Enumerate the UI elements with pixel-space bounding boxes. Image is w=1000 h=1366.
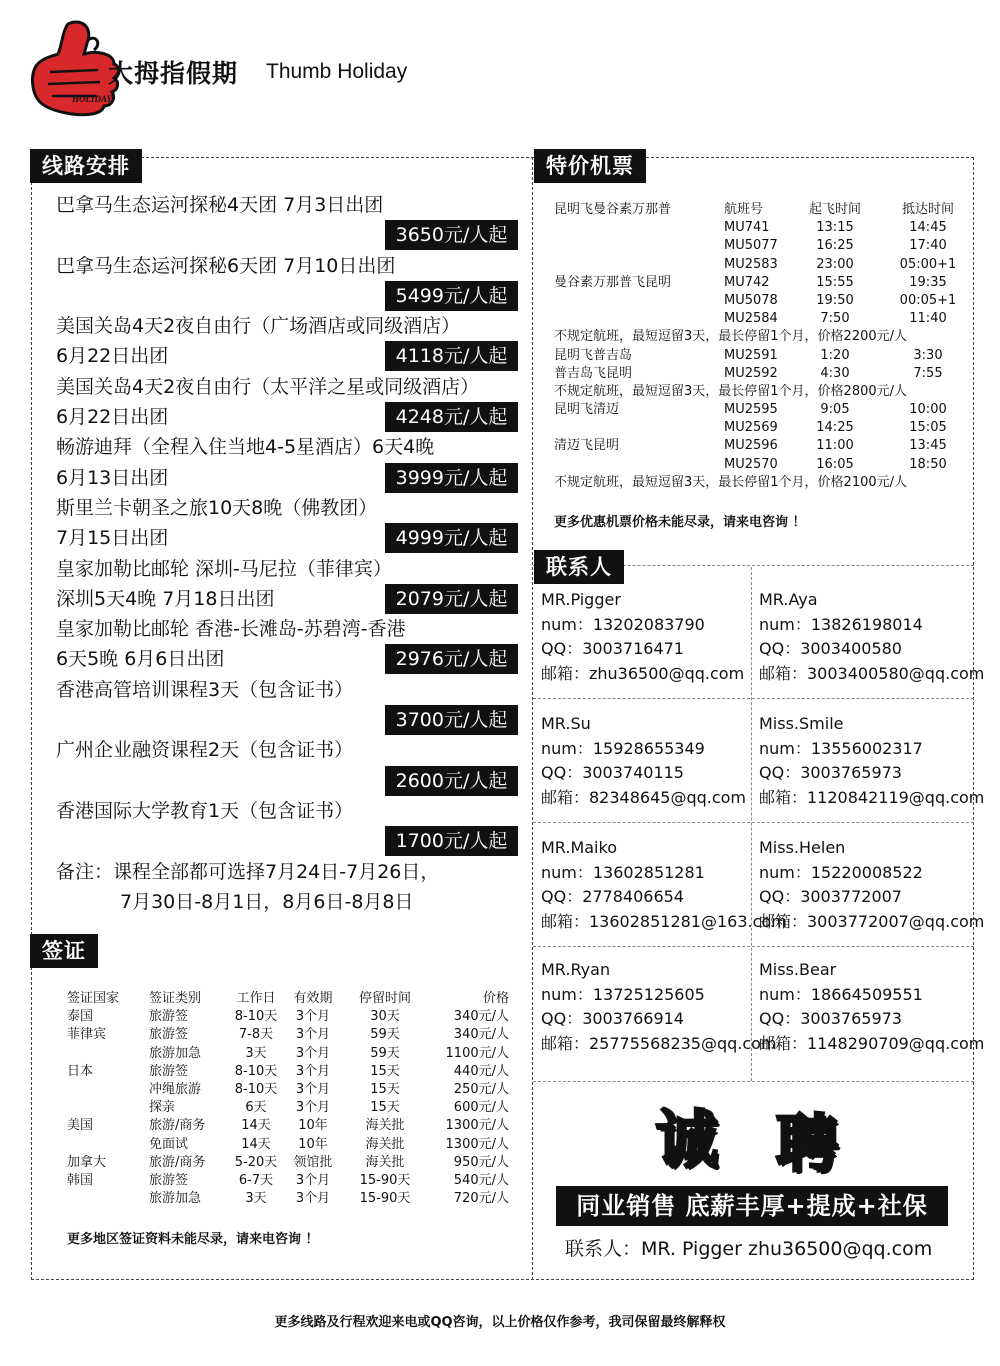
visa-cell: 3个月 [295,1081,331,1097]
flight-note: 不规定航班，最短逗留3天，最长停留1个月，价格2100元/人 [554,474,908,490]
visa-cell: 海关批 [365,1136,405,1152]
contact-name: MR.Su [541,714,591,733]
visa-cell: 美国 [67,1118,94,1134]
flight-arrival: 18:50 [909,456,947,472]
flight-arrival: 11:40 [909,311,947,327]
visa-cell: 3个月 [295,1009,331,1025]
logo-text: HOLIDAY [72,94,113,104]
flight-number: MU2570 [724,456,778,472]
contact-email: 邮箱：3003772007@qq.com [759,911,985,931]
visa-row [67,1063,517,1081]
route-text: 皇家加勒比邮轮 香港-长滩岛-苏碧湾-香港 [56,618,406,641]
route-line [56,372,518,402]
visa-cell: 8-10天 [234,1009,278,1025]
flight-arrival: 05:00+1 [899,256,957,272]
visa-cell: 59天 [370,1045,400,1061]
visa-cell: 15-90天 [359,1191,411,1207]
flight-arrival: 00:05+1 [899,292,957,308]
flight-row [554,310,964,328]
flight-note: 不规定航班，最短逗留3天，最长停留1个月，价格2800元/人 [554,383,908,399]
visa-cell: 3个月 [295,1045,331,1061]
visa-cell: 3天 [245,1191,267,1207]
contact-qq: QQ：3003772007 [759,887,902,907]
route-text: 皇家加勒比邮轮 深圳-马尼拉（菲律宾） [56,557,392,580]
visa-cell: 540元/人 [453,1172,509,1188]
visa-table [67,990,517,1208]
visa-row [67,1026,517,1044]
route-line [56,341,518,371]
route-line [56,735,518,765]
flight-number: MU2584 [724,311,778,327]
contact-num: num：18664509551 [759,984,923,1004]
visa-cell: 加拿大 [67,1154,107,1170]
visa-cell: 菲律宾 [67,1027,107,1043]
visa-cell: 250元/人 [453,1081,509,1097]
route-text: 巴拿马生态运河探秘6天团 7月10日出团 [56,254,396,277]
contact-num: num：15220008522 [759,862,923,882]
contact-name: Miss.Smile [759,714,844,733]
flight-departure: 19:50 [816,292,854,308]
visa-row [67,1117,517,1135]
contact-num: num：13602851281 [541,862,705,882]
contact-email: 邮箱：13602851281@163.com [541,911,787,931]
visa-header-cell: 签证类别 [149,991,202,1006]
contact-card [759,588,985,686]
visa-section-label: 签证 [30,934,98,968]
flight-number: MU2596 [724,438,778,454]
visa-cell: 3个月 [295,1027,331,1043]
flight-row [554,419,964,437]
visa-cell: 7-8天 [238,1027,274,1043]
visa-row [67,1099,517,1117]
contact-email: 邮箱：zhu36500@qq.com [541,663,745,683]
contact-name: MR.Maiko [541,838,617,857]
visa-cell: 旅游签 [149,1027,189,1043]
route-line [56,796,518,826]
route-line [56,644,518,674]
visa-cell: 10年 [298,1118,328,1134]
contact-qq: QQ：3003400580 [759,639,902,659]
price-tag: 4999元/人起 [385,523,518,553]
contacts-row-divider [533,946,974,947]
contact-email: 邮箱：1120842119@qq.com [759,787,985,807]
visa-cell: 海关批 [365,1154,405,1170]
flight-arrival: 15:05 [909,420,947,436]
flights-header-row [554,201,964,219]
visa-cell: 8-10天 [234,1063,278,1079]
visa-cell: 14天 [241,1136,271,1152]
visa-cell: 旅游签 [149,1063,189,1079]
route-text: 巴拿马生态运河探秘4天团 7月3日出团 [56,194,384,216]
header [28,20,528,130]
flight-note: 不规定航班，最短逗留3天，最长停留1个月，价格2200元/人 [554,329,908,345]
visa-header-cell: 停留时间 [358,991,411,1006]
visa-cell: 340元/人 [453,1027,509,1043]
route-text: 香港高管培训课程3天（包含证书） [56,678,354,701]
flight-departure: 7:50 [820,311,850,327]
flight-route: 昆明飞清迈 [554,402,620,418]
flight-row [554,274,964,292]
flight-row [554,456,964,474]
flight-number: MU5077 [724,238,778,254]
route-text: 畅游迪拜（全程入住当地4-5星酒店）6天4晚 [56,436,435,459]
flight-arrival: 14:45 [909,220,947,236]
contact-email: 邮箱：82348645@qq.com [541,787,747,807]
route-line [56,584,518,614]
route-line [56,432,518,462]
price-tag: 3650元/人起 [385,220,518,250]
flight-number: MU2583 [724,256,778,272]
price-tag: 2600元/人起 [385,766,518,796]
flight-route: 清迈飞昆明 [554,438,620,454]
route-text: 斯里兰卡朝圣之旅10天8晚（佛教团） [56,496,378,519]
flight-arrival: 7:55 [913,365,943,381]
contact-email: 邮箱：2577556823​5@qq.com [541,1033,777,1053]
visa-cell: 8-10天 [234,1081,278,1097]
contact-num: num：13826198014 [759,614,923,634]
route-line [56,766,518,796]
price-tag: 2079元/人起 [385,584,518,614]
route-text: 6月22日出团 [56,406,169,429]
visa-cell: 韩国 [67,1172,94,1188]
recruit-contact: 联系人：MR. Pigger zhu36500@qq.com [565,1238,933,1260]
contact-num: num：13725125605 [541,984,705,1004]
visa-header-cell: 工作日 [236,991,276,1006]
contact-name: MR.Aya [759,590,818,609]
visa-cell: 1300元/人 [445,1136,509,1152]
flight-row [554,219,964,237]
flight-row [554,237,964,255]
route-text: 6月22日出团 [56,345,169,368]
visa-header-row [67,990,517,1008]
flight-row [554,347,964,365]
price-tag: 1700元/人起 [385,826,518,856]
flight-departure: 1:20 [820,347,850,363]
visa-cell: 日本 [67,1063,94,1079]
flight-row [554,292,964,310]
flight-arrival: 13:45 [909,438,947,454]
contact-num: num：15928655349 [541,738,705,758]
flight-departure: 16:25 [816,238,854,254]
route-line [56,675,518,705]
flight-departure: 9:05 [820,402,850,418]
flight-row [554,401,964,419]
visa-cell: 3个月 [295,1191,331,1207]
visa-cell: 15天 [370,1100,400,1116]
flight-arrival: 3:30 [913,347,943,363]
flight-arrival: 19:35 [909,274,947,290]
visa-header-cell: 签证国家 [67,991,120,1006]
flight-route: 昆明飞普吉岛 [554,347,633,363]
flight-row [554,365,964,383]
contact-card [541,712,756,810]
flight-row [554,328,964,346]
route-line [56,826,518,856]
route-line [56,554,518,584]
flight-departure: 14:25 [816,420,854,436]
price-tag: 3700元/人起 [385,705,518,735]
flight-arrival: 17:40 [909,238,947,254]
flight-departure: 16:05 [816,456,854,472]
route-text: 6月13日出团 [56,466,169,489]
column-divider [532,157,533,1280]
route-line [56,190,518,220]
visa-cell: 探亲 [149,1100,176,1116]
route-text: 深圳5天4晚 7月18日出团 [56,587,275,610]
visa-cell: 泰国 [67,1009,94,1025]
route-text: 美国关岛4天2夜自由行（广场酒店或同级酒店） [56,315,461,338]
price-tag: 4118元/人起 [385,341,518,371]
visa-cell: 3个月 [295,1063,331,1079]
flights-section-label: 特价机票 [534,149,646,183]
visa-row [67,1172,517,1190]
contact-qq: QQ：3003716471 [541,639,684,659]
visa-cell: 旅游签 [149,1172,189,1188]
flight-number: MU2592 [724,365,778,381]
visa-cell: 旅游加急 [149,1191,202,1207]
visa-cell: 领馆批 [293,1154,333,1170]
route-line [56,614,518,644]
contact-name: Miss.Bear [759,960,837,979]
visa-cell: 600元/人 [453,1100,509,1116]
flights-footer-note: 更多优惠机票价格未能尽录，请来电咨询 ！ [554,515,806,530]
contact-num: num：13202083790 [541,614,705,634]
route-text: 7月15日出团 [56,527,169,550]
visa-cell: 3个月 [295,1172,331,1188]
contact-qq: QQ：3003765973 [759,1009,902,1029]
route-text: 6天5晚 6月6日出团 [56,648,225,671]
contact-qq: QQ：2778406654 [541,887,684,907]
flight-number: MU741 [724,220,770,236]
visa-row [67,1136,517,1154]
route-text: 美国关岛4天2夜自由行（太平洋之星或同级酒店） [56,375,480,398]
visa-cell: 720元/人 [453,1191,509,1207]
contact-card [541,836,787,934]
flight-number: MU5078 [724,292,778,308]
flights-header-cell: 抵达时间 [901,202,954,217]
contacts-bottom-divider [533,1081,974,1082]
visa-cell: 14天 [241,1118,271,1134]
visa-cell: 15天 [370,1063,400,1079]
flight-number: MU2595 [724,402,778,418]
price-tag: 2976元/人起 [385,644,518,674]
visa-cell: 3个月 [295,1100,331,1116]
visa-header-cell: 有效期 [293,991,333,1006]
contact-name: Miss.Helen [759,838,846,857]
visa-row [67,1190,517,1208]
route-text: 广州企业融资课程2天（包含证书） [56,739,354,762]
visa-cell: 1100元/人 [445,1045,509,1061]
flight-number: MU2591 [724,347,778,363]
recruit-banner: 同业销售 底薪丰厚+提成+社保 [556,1186,948,1226]
brand-name-en: Thumb Holiday [266,60,408,83]
price-tag: 4248元/人起 [385,402,518,432]
visa-cell: 旅游/商务 [149,1118,206,1134]
flight-departure: 15:55 [816,274,854,290]
visa-cell: 340元/人 [453,1009,509,1025]
flight-number: MU2569 [724,420,778,436]
price-tag: 5499元/人起 [385,281,518,311]
visa-row [67,1008,517,1026]
visa-cell: 冲绳旅游 [149,1081,202,1097]
flight-row [554,256,964,274]
recruit-char-2: 聘 [776,1107,839,1180]
visa-cell: 1300元/人 [445,1118,509,1134]
contact-qq: QQ：3003740115 [541,763,684,783]
contact-name: MR.Ryan [541,960,611,979]
visa-cell: 旅游/商务 [149,1154,206,1170]
contacts-row-divider [533,698,974,699]
flight-route: 普吉岛飞昆明 [554,365,633,381]
route-line [56,463,518,493]
flight-departure: 11:00 [816,438,854,454]
visa-cell: 免面试 [149,1136,189,1152]
route-line [56,281,518,311]
contact-card [759,958,985,1056]
visa-cell: 3天 [245,1045,267,1061]
visa-cell: 10年 [298,1136,328,1152]
routes-note: 7月30日-8月1日，8月6日-8月8日 [120,890,414,913]
route-text: 香港国际大学教育1天（包含证书） [56,799,354,822]
visa-cell: 5-20天 [234,1154,278,1170]
visa-cell: 15-90天 [359,1172,411,1188]
visa-header-cell: 价格 [482,991,509,1006]
flight-row [554,474,964,492]
page-footer: 更多线路及行程欢迎来电或QQ咨询，以上价格仅作参考，我司保留最终解释权 [274,1315,726,1330]
routes-list [56,190,518,917]
visa-footer-note: 更多地区签证资料未能尽录，请来电咨询 ！ [67,1232,319,1247]
contacts-row-divider [533,822,974,823]
route-line [56,493,518,523]
contact-card [759,836,985,934]
route-line [56,523,518,553]
visa-cell: 6-7天 [238,1172,274,1188]
visa-cell: 15天 [370,1081,400,1097]
flight-departure: 23:00 [816,256,854,272]
visa-row [67,1154,517,1172]
visa-row [67,1081,517,1099]
route-line [56,705,518,735]
contact-num: num：13556002317 [759,738,923,758]
visa-cell: 440元/人 [453,1063,509,1079]
recruit-char-1: 诚 [656,1103,719,1176]
contact-email: 邮箱：1148290709@qq.com [759,1033,985,1053]
flights-header-cell: 昆明飞曼谷素万那普 [554,202,672,217]
flights-table [554,201,964,492]
visa-cell: 30天 [370,1009,400,1025]
contact-qq: QQ：3003765973 [759,763,902,783]
route-line [56,402,518,432]
flight-departure: 13:15 [816,220,854,236]
brand-name-cn: 大拇指假期 [108,59,239,88]
route-line [56,220,518,250]
route-line [56,251,518,281]
visa-cell: 旅游签 [149,1009,189,1025]
flights-header-cell: 起飞时间 [808,202,861,217]
visa-cell: 59天 [370,1027,400,1043]
visa-cell: 950元/人 [453,1154,509,1170]
flight-route: 曼谷素万那普飞昆明 [554,274,672,290]
contact-name: MR.Pigger [541,590,621,609]
contact-card [541,958,777,1056]
visa-row [67,1045,517,1063]
routes-section-label: 线路安排 [30,149,142,183]
contact-email: 邮箱：3003400580@qq.com [759,663,985,683]
routes-note: 备注：课程全部都可选择7月24日-7月26日， [56,860,440,883]
price-tag: 3999元/人起 [385,463,518,493]
route-line [56,311,518,341]
flight-row [554,437,964,455]
visa-cell: 海关批 [365,1118,405,1134]
contact-qq: QQ：3003766914 [541,1009,684,1029]
flight-departure: 4:30 [820,365,850,381]
contact-card [759,712,985,810]
visa-cell: 6天 [245,1100,267,1116]
contact-card [541,588,756,686]
visa-cell: 旅游加急 [149,1045,202,1061]
contacts-section-label: 联系人 [534,550,624,584]
flight-number: MU742 [724,274,770,290]
flight-arrival: 10:00 [909,402,947,418]
flights-header-cell: 航班号 [724,202,764,217]
flight-row [554,383,964,401]
